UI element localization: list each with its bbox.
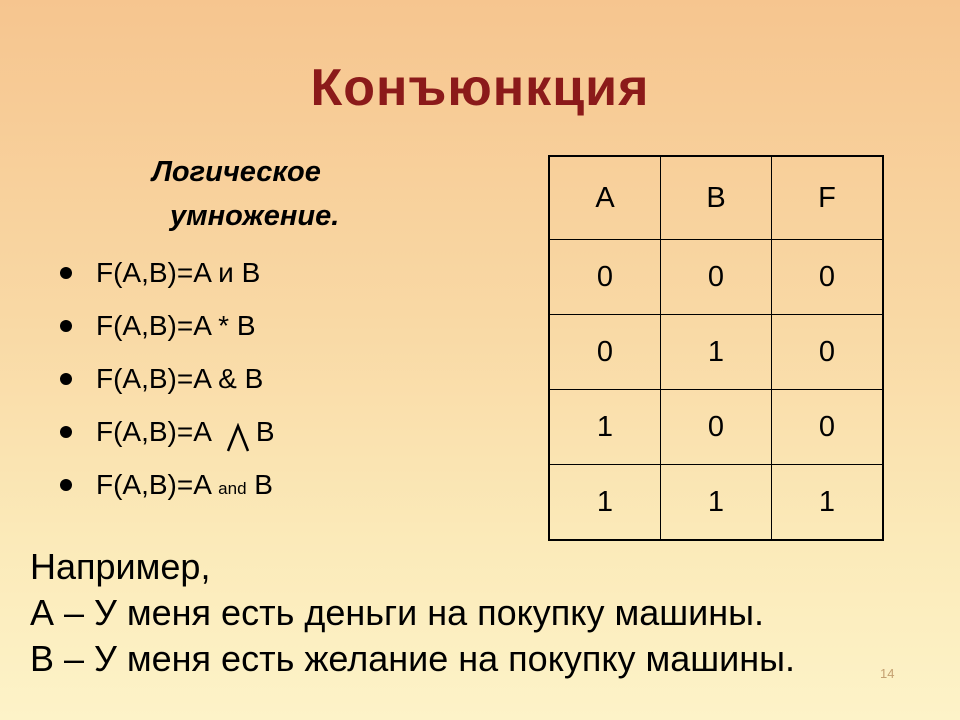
table-header-cell: B xyxy=(661,156,772,240)
table-header-cell: A xyxy=(549,156,661,240)
formula-suffix: B xyxy=(246,469,273,500)
table-row xyxy=(549,240,883,315)
table-cell: 0 xyxy=(772,390,884,465)
table-cell: 1 xyxy=(549,390,661,465)
example-line: А – У меня есть деньги на покупку машины. xyxy=(30,592,764,633)
formula-suffix: B xyxy=(255,416,275,447)
subtitle-line-2: умножение. xyxy=(170,200,340,232)
table-cell: 0 xyxy=(772,315,884,390)
table-row xyxy=(549,390,883,465)
formula-item xyxy=(60,299,275,352)
table-cell: 1 xyxy=(549,465,661,541)
formula-text: F(A,B)=A * B xyxy=(96,310,256,341)
table-cell: 1 xyxy=(661,465,772,541)
table-cell: 1 xyxy=(772,465,884,541)
table-cell: 0 xyxy=(661,390,772,465)
truth-table xyxy=(548,155,884,541)
slide-title: Конъюнкция xyxy=(310,59,650,117)
formula-item xyxy=(60,458,275,511)
formula-text: F(A,B)=A xyxy=(96,416,212,447)
table-header-row xyxy=(549,156,883,240)
table-header-cell: F xyxy=(772,156,884,240)
slide-number: 14 xyxy=(880,666,895,681)
formula-item xyxy=(60,405,275,458)
formula-and-word: and xyxy=(218,479,247,498)
wedge-icon xyxy=(212,419,256,449)
formula-text: F(A,B)=A & B xyxy=(96,363,264,394)
formula-list xyxy=(60,246,275,511)
table-cell: 0 xyxy=(549,240,661,315)
example-line: В – У меня есть желание на покупку машины. xyxy=(30,638,796,679)
formula-text: F(A,B)=A и B xyxy=(96,257,261,288)
slide-subtitle xyxy=(152,150,339,238)
table-cell: 0 xyxy=(661,240,772,315)
example-block xyxy=(30,544,795,682)
table-row xyxy=(549,465,883,541)
subtitle-line-1: Логическое xyxy=(152,156,321,188)
table-row xyxy=(549,315,883,390)
table-cell: 0 xyxy=(549,315,661,390)
formula-text: F(A,B)=A xyxy=(96,469,219,500)
formula-item xyxy=(60,352,275,405)
table-cell: 0 xyxy=(772,240,884,315)
example-line: Например, xyxy=(30,546,211,587)
formula-item xyxy=(60,246,275,299)
table-cell: 1 xyxy=(661,315,772,390)
